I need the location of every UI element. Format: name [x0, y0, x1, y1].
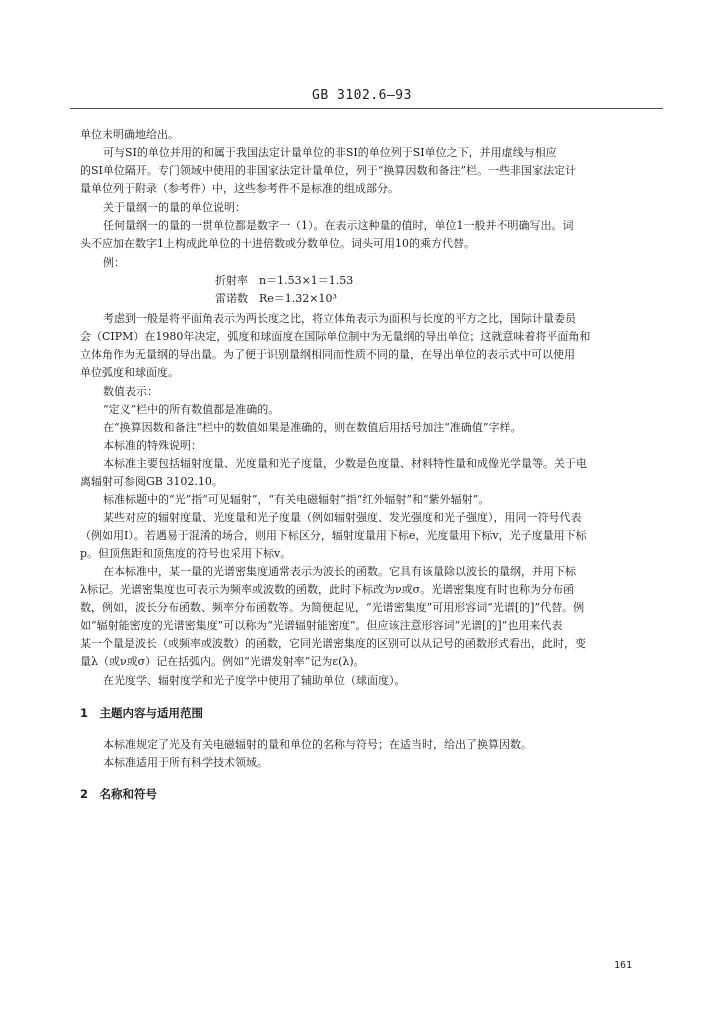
- paragraph-line: 可与SI的单位并用的和属于我国法定计量单位的非SI的单位列于SI单位之下，并用虚线与相应: [103, 146, 557, 159]
- section-heading: 2 名称和符号: [80, 787, 158, 801]
- paragraph-line: 某一个量是波长（或频率或波数）的函数，它同光谱密集度的区别可以从记号的函数形式看出，此时，变: [80, 637, 586, 650]
- paragraph-line: 数值表示：: [103, 385, 158, 398]
- paragraph-line: 本标准主要包括辐射度量、光度量和光子度量，少数是色度量、材料特性量和成像光学量等。关于电: [103, 457, 587, 470]
- page-header: GB 3102.6—93: [312, 88, 412, 103]
- paragraph-line: 量λ（或ν或σ）记在括弧内。例如“光谱发射率”记为ε(λ)。: [80, 655, 365, 668]
- paragraph-line: 在本标准中，某一量的光谱密集度通常表示为波长的函数。它具有该量除以波长的量纲，并用下标: [103, 565, 576, 578]
- paragraph-line: 立体角作为无量纲的导出量。为了便于识别量纲相同而性质不同的量，在导出单位的表示式中可以使用: [80, 348, 575, 361]
- paragraph-line: 任何量纲一的量的一贯单位都是数字一（1）。在表示这种量的值时，单位1一般并不明确写出。词: [103, 219, 574, 232]
- paragraph-line: 在“换算因数和备注”栏中的数值如果是准确的，则在数值后用括号加注“准确值”字样。: [103, 421, 522, 434]
- header-rule: [70, 108, 663, 109]
- paragraph-line: 如“辐射能密度的光谱密集度”可以称为“光谱辐射能密度”。但应该注意形容词“光谱[的]”也用来代表: [80, 619, 563, 632]
- paragraph-line: 会（CIPM）在1980年决定，弧度和球面度在国际单位制中为无量纲的导出单位；这就意味着将平面角和: [80, 330, 591, 343]
- example-formula: 折射率 n＝1.53×1＝1.53: [215, 274, 354, 287]
- paragraph-line: p。但顶焦距和顶焦度的符号也采用下标v。: [80, 547, 292, 560]
- paragraph-line: 单位弧度和球面度。: [80, 366, 179, 379]
- paragraph-line: 例：: [103, 256, 125, 269]
- paragraph-line: “定义”栏中的所有数值都是准确的。: [103, 403, 280, 416]
- paragraph-line: 离辐射可参阅GB 3102.10。: [80, 475, 223, 488]
- paragraph-line: 本标准的特殊说明：: [103, 439, 202, 452]
- paragraph-line: λ标记。光谱密集度也可表示为频率或波数的函数，此时下标改为ν或σ。光谱密集度有时也称为分布函: [80, 583, 575, 596]
- paragraph-line: 考虑到一般是将平面角表示为两长度之比，将立体角表示为面积与长度的平方之比，国际计量委员: [103, 312, 576, 325]
- paragraph-line: 标准标题中的“光”指“可见辐射”，“有关电磁辐射”指“红外辐射”和“紫外辐射”。: [103, 493, 490, 506]
- paragraph-line: 某些对应的辐射度量、光度量和光子度量（例如辐射强度、发光强度和光子强度），用同一符号代表: [103, 511, 582, 524]
- section-heading: 1 主题内容与适用范围: [80, 706, 204, 720]
- paragraph-line: 本标准适用于所有科学技术领域。: [103, 756, 268, 769]
- paragraph-line: 单位未明确地给出。: [80, 128, 179, 141]
- paragraph-line: 数，例如，波长分布函数、频率分布函数等。为简便起见，“光谱密集度”可用形容词“光谱[的]”代替。例: [80, 601, 585, 614]
- page-number: 161: [614, 960, 633, 971]
- paragraph-line: 头不应加在数字1上构成此单位的十进倍数或分数单位。词头可用10的乘方代替。: [80, 237, 475, 250]
- paragraph-line: 关于量纲一的量的单位说明：: [103, 201, 246, 214]
- paragraph-line: 的SI单位隔开。专门领域中使用的非国家法定计量单位，列于“换算因数和备注”栏。一些非国家法定计: [80, 164, 577, 177]
- paragraph-line: 在光度学、辐射度学和光子度学中使用了辅助单位（球面度）。: [103, 674, 406, 687]
- paragraph-line: 本标准规定了光及有关电磁辐射的量和单位的名称与符号；在适当时，给出了换算因数。: [103, 738, 532, 751]
- paragraph-line: 量单位列于附录（参考件）中，这些参考件不是标准的组成部分。: [80, 182, 399, 195]
- example-formula: 雷诺数 Re＝1.32×10³: [215, 292, 337, 305]
- paragraph-line: （例如用I）。若遇易于混淆的场合，则用下标区分，辐射度量用下标e，光度量用下标v，光子度量用下标: [80, 529, 587, 542]
